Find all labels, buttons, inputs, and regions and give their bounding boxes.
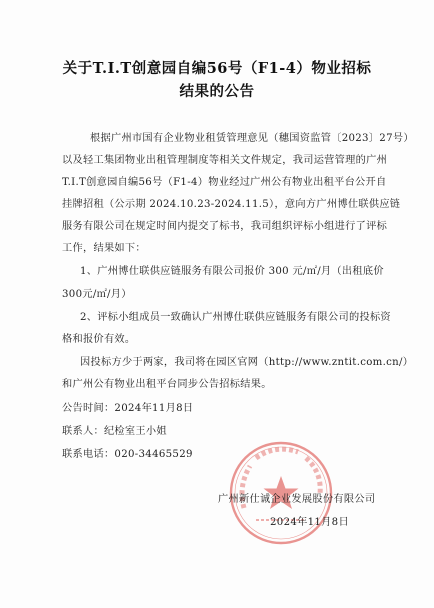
- notice-title-line1: 关于T.I.T创意园自编56号（F1-4）物业招标: [62, 60, 372, 77]
- paragraph1-line1: 根据广州市国有企业物业租赁管理意见（穗国资监管〔2023〕27号）: [90, 133, 414, 144]
- paragraph1-line4: 挂牌招租（公示期 2024.10.23-2024.11.5），意向方广州博仕联供应链: [62, 199, 401, 210]
- paragraph3-line1: 因投标方少于两家，我司将在园区官网（http://www.zntit.com.cn/）: [80, 357, 414, 368]
- paragraph1-line5: 服务有限公司在规定时间内提交了标书，我司组织评标小组进行了评标: [62, 221, 388, 232]
- paragraph3-line2: 和广州公有物业出租平台同步公告招标结果。: [62, 379, 272, 390]
- paragraph1-line6: 工作，结果如下：: [62, 243, 146, 254]
- result2-line1: 2、评标小组成员一致确认广州博仕联供应链服务有限公司的投标资: [80, 312, 391, 323]
- paragraph1-line2: 以及轻工集团物业出租管理制度等相关文件规定，我司运营管理的广州: [62, 155, 388, 166]
- signature-date: 2024年11月8日: [270, 517, 349, 528]
- contact-phone: 联系电话：020-34465529: [62, 449, 193, 460]
- result2-line2: 格和报价有效。: [62, 334, 136, 345]
- announce-date: 公告时间：2024年11月8日: [62, 403, 194, 414]
- paragraph1-line3: T.I.T创意园自编56号（F1-4）物业经过广州公有物业出租平台公开自: [62, 177, 387, 188]
- contact-person: 联系人：纪检室王小姐: [62, 426, 167, 437]
- signature-company: 广州新仕诚企业发展股份有限公司: [218, 494, 376, 505]
- notice-title-line2: 结果的公告: [179, 83, 255, 100]
- result1-line2: 300元/㎡/月）: [62, 289, 132, 300]
- result1-line1: 1、广州博仕联供应链服务有限公司报价 300 元/㎡/月（出租底价: [80, 266, 384, 277]
